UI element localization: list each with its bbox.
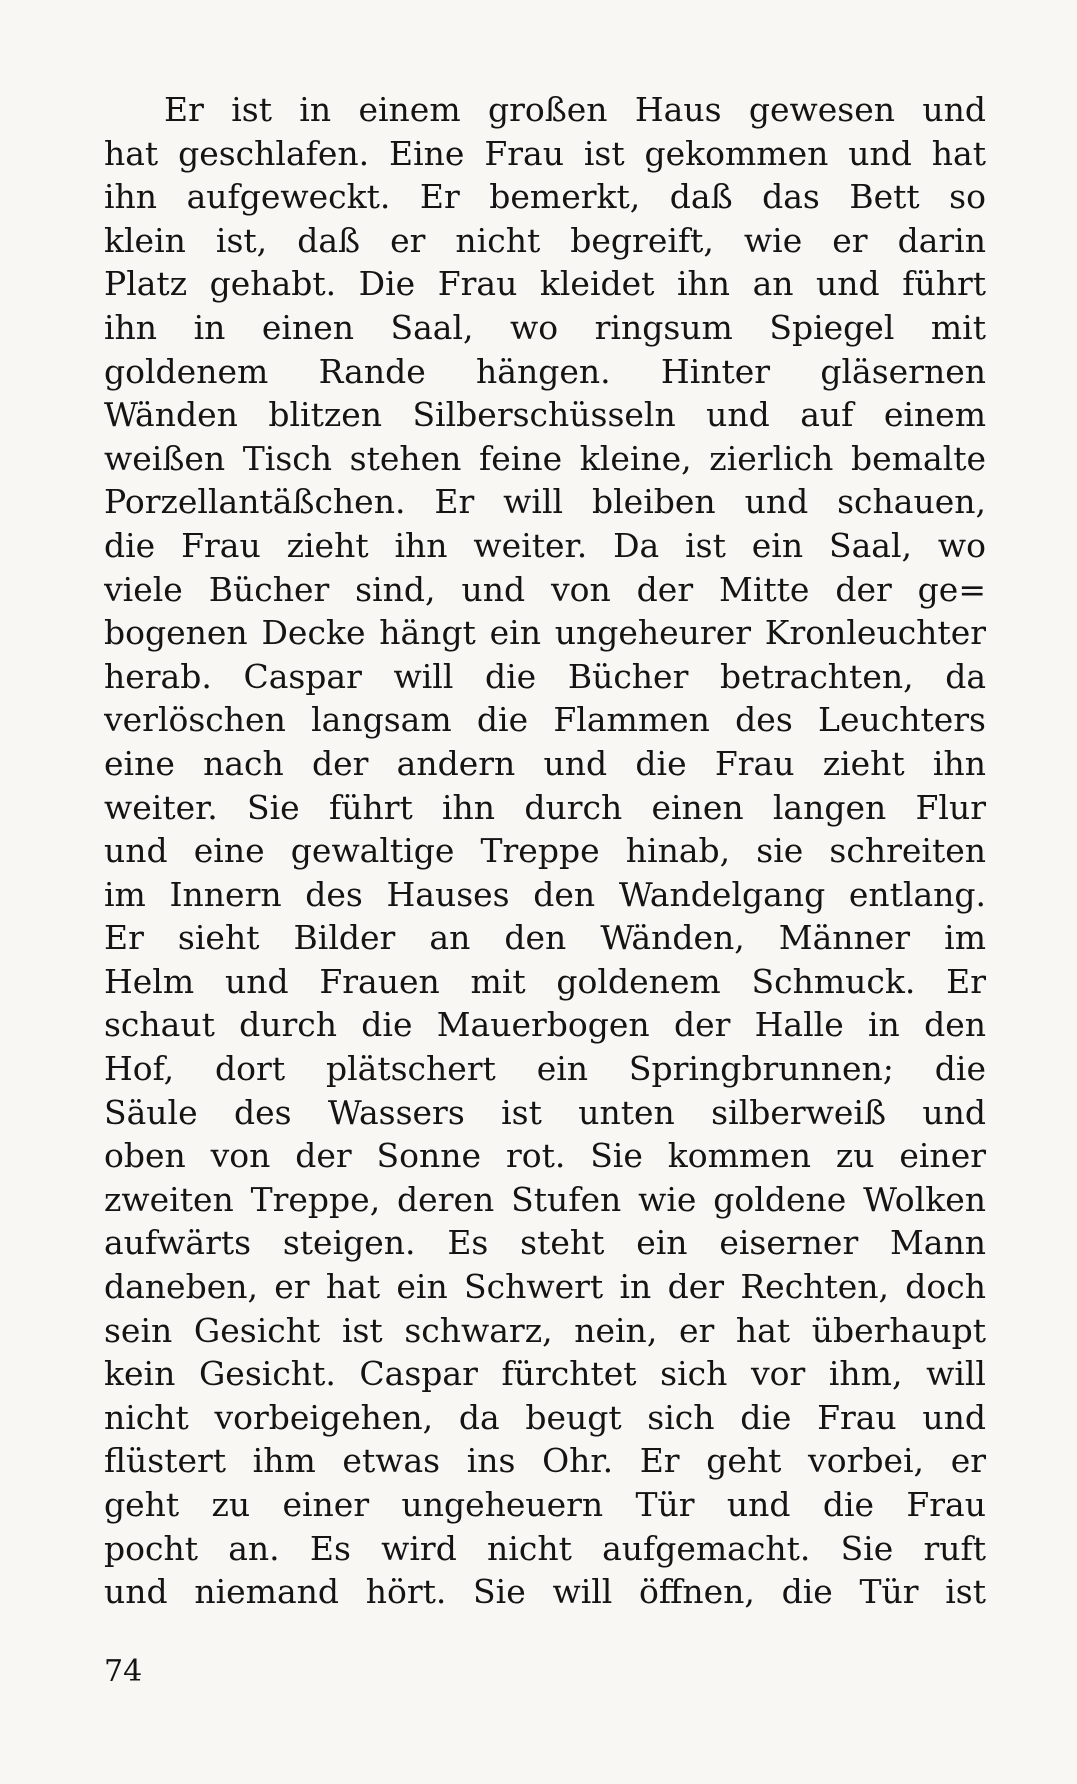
- text-line: hat geschlafen. Eine Frau ist gekommen und hat: [104, 133, 986, 173]
- text-line: geht zu einer ungeheuern Tür und die Frau: [104, 1485, 986, 1524]
- text-line: eine nach der andern und die Frau zieht ihn: [104, 743, 986, 783]
- text-line: im Innern des Hauses den Wandelgang entlang.: [104, 874, 986, 914]
- text-line: ihn in einen Saal, wo ringsum Spiegel mit: [104, 307, 986, 347]
- text-line: bogenen Decke hängt ein ungeheurer Kronleuchter: [104, 613, 986, 653]
- text-line: und niemand hört. Sie will öffnen, die Tür ist: [104, 1572, 986, 1612]
- text-line: ihn aufgeweckt. Er bemerkt, daß das Bett so: [104, 177, 986, 217]
- text-line: nicht vorbeigehen, da beugt sich die Frau und: [104, 1397, 986, 1437]
- text-line: Platz gehabt. Die Frau kleidet ihn an und führt: [104, 264, 986, 304]
- body-text: [104, 88, 986, 1614]
- text-line: Porzellantäßchen. Er will bleiben und schauen,: [104, 482, 986, 522]
- text-line: viele Bücher sind, und von der Mitte der ge=: [104, 569, 986, 609]
- text-line: Er sieht Bilder an den Wänden, Männer im: [104, 918, 986, 958]
- text-line: weiter. Sie führt ihn durch einen langen Flur: [104, 787, 986, 827]
- text-line: Hof, dort plätschert ein Springbrunnen; die: [104, 1049, 986, 1089]
- text-line: goldenem Rande hängen. Hinter gläsernen: [104, 351, 986, 391]
- text-line: flüstert ihm etwas ins Ohr. Er geht vorbei, er: [104, 1441, 986, 1481]
- text-line: sein Gesicht ist schwarz, nein, er hat überhaupt: [104, 1310, 986, 1350]
- text-line: Helm und Frauen mit goldenem Schmuck. Er: [104, 961, 986, 1001]
- text-line: oben von der Sonne rot. Sie kommen zu einer: [104, 1136, 986, 1176]
- page-number: 74: [104, 1654, 143, 1689]
- text-line: die Frau zieht ihn weiter. Da ist ein Saal, wo: [104, 525, 986, 565]
- text-line: aufwärts steigen. Es steht ein eiserner Mann: [104, 1223, 986, 1263]
- text-line: Er ist in einem großen Haus gewesen und: [164, 90, 986, 129]
- text-line: Säule des Wassers ist unten silberweiß und: [104, 1092, 986, 1132]
- text-line: zweiten Treppe, deren Stufen wie goldene Wolken: [104, 1179, 986, 1219]
- text-line: weißen Tisch stehen feine kleine, zierlich bemalte: [104, 438, 986, 478]
- text-line: verlöschen langsam die Flammen des Leuchters: [104, 700, 986, 740]
- text-line: Wänden blitzen Silberschüsseln und auf einem: [104, 395, 986, 435]
- text-line: und eine gewaltige Treppe hinab, sie schreiten: [104, 831, 986, 871]
- text-line: pocht an. Es wird nicht aufgemacht. Sie ruft: [104, 1528, 986, 1568]
- text-line: herab. Caspar will die Bücher betrachten, da: [104, 656, 986, 696]
- text-line: klein ist, daß er nicht begreift, wie er darin: [104, 220, 986, 260]
- text-line: kein Gesicht. Caspar fürchtet sich vor ihm, will: [104, 1354, 986, 1394]
- text-line: schaut durch die Mauerbogen der Halle in den: [104, 1005, 986, 1045]
- text-line: daneben, er hat ein Schwert in der Rechten, doch: [104, 1267, 986, 1307]
